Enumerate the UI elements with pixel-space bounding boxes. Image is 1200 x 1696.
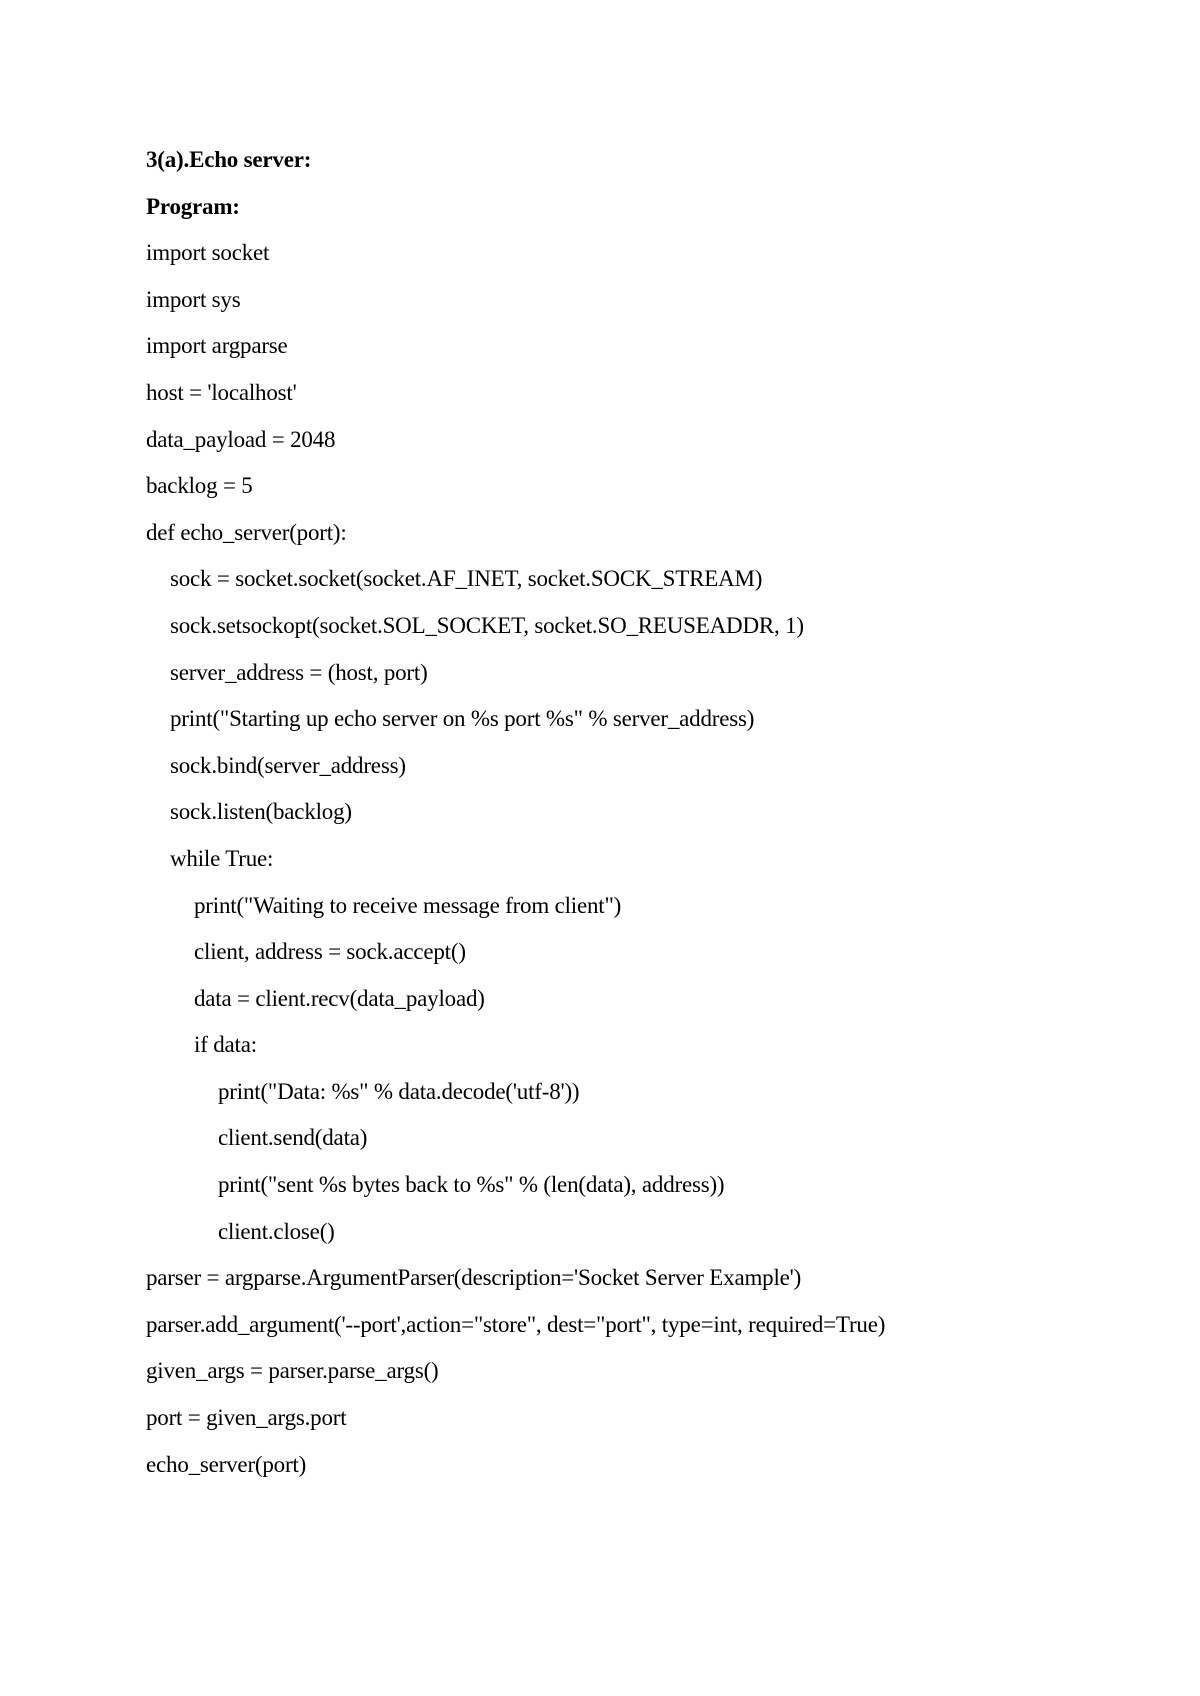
code-line: client.send(data) — [218, 1125, 368, 1151]
code-line: echo_server(port) — [146, 1451, 307, 1477]
code-line: backlog = 5 — [146, 473, 253, 499]
code-block — [146, 233, 1146, 1491]
code-line: while True: — [170, 845, 274, 871]
code-line: sock = socket.socket(socket.AF_INET, socket.SOCK_STREAM) — [170, 566, 763, 592]
code-line: client.close() — [218, 1218, 335, 1244]
code-line: import sys — [146, 286, 241, 312]
code-line: if data: — [194, 1032, 257, 1058]
code-line: data = client.recv(data_payload) — [194, 985, 485, 1011]
document-body — [146, 140, 1146, 1491]
code-line: server_address = (host, port) — [170, 659, 428, 685]
program-label: Program: — [146, 193, 240, 219]
code-line: client, address = sock.accept() — [194, 939, 466, 965]
code-line: parser = argparse.ArgumentParser(description='Socket Server Example') — [146, 1265, 802, 1291]
code-line: sock.listen(backlog) — [170, 799, 352, 825]
code-line: sock.bind(server_address) — [170, 752, 406, 778]
code-line: data_payload = 2048 — [146, 426, 336, 452]
code-line: parser.add_argument('--port',action="store", dest="port", type=int, required=True) — [146, 1311, 886, 1337]
code-line: port = given_args.port — [146, 1405, 347, 1431]
code-line: print("Starting up echo server on %s port %s" % server_address) — [170, 706, 755, 732]
code-line: sock.setsockopt(socket.SOL_SOCKET, socket.SO_REUSEADDR, 1) — [170, 612, 804, 638]
code-line: host = 'localhost' — [146, 379, 297, 405]
code-line: import argparse — [146, 333, 288, 359]
section-title: 3(a).Echo server: — [146, 147, 312, 172]
code-line: print("Waiting to receive message from client") — [194, 892, 622, 918]
code-line: given_args = parser.parse_args() — [146, 1358, 439, 1384]
code-line: def echo_server(port): — [146, 519, 347, 545]
code-line: import socket — [146, 240, 270, 266]
code-line: print("Data: %s" % data.decode('utf-8')) — [218, 1078, 580, 1104]
code-line: print("sent %s bytes back to %s" % (len(data), address)) — [218, 1172, 725, 1198]
